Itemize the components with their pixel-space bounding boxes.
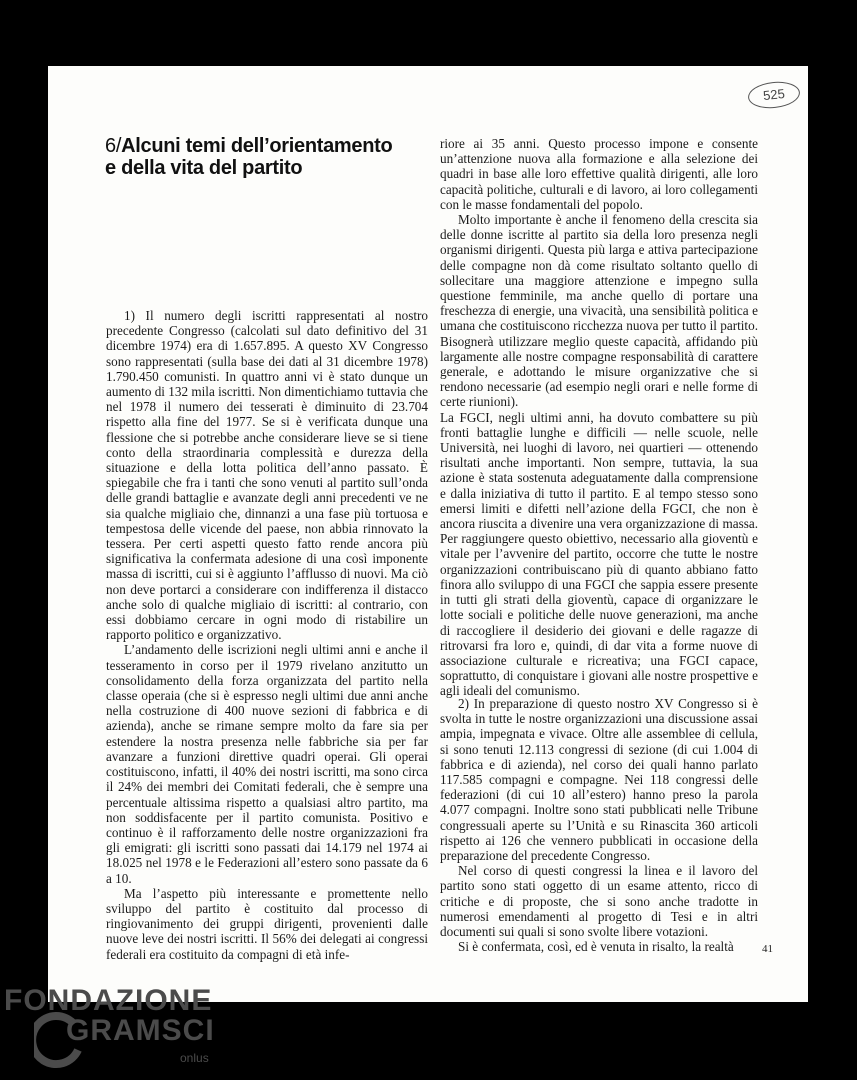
document-page (48, 66, 808, 1002)
paragraph: Nel corso di questi congressi la linea e il lavoro del partito sono stati oggetto di un esame attento, ricco di critiche e di proposte, che si sono anche tradotte in numerosi emendamenti al progetto di Tesi e in altri documenti sui quali si sono svolte libere votazioni. (440, 863, 758, 940)
watermark-logo (4, 984, 215, 1074)
left-column (106, 308, 428, 962)
archive-stamp: 525 (747, 79, 801, 110)
page-number: 41 (762, 943, 773, 955)
paragraph: Si è confermata, così, ed è venuta in risalto, la realtà (458, 939, 734, 955)
paragraph: L’andamento delle iscrizioni negli ultimi anni e anche il tesseramento in corso per il 1979 rivelano anzitutto un consolidamento della forza organizzata del partito nella classe operaia (che si è espresso negli ultimi due anni anche nella costruzione di 400 nuove sezioni di fabbrica e di azienda), anche se rimane sempre molto da fare sia per estendere la nostra presenza nelle fabbriche sia per far avanzare a funzioni direttive quadri operai. Gli operai costituiscono, infatti, il 40% dei nostri iscritti, ma sono circa il 24% dei membri dei Comitati federali, che è sempre una percentuale altissima rispetto a qualsiasi altro partito, ma non soddisfacente per il partito comunista. Positivo e continuo è il rafforzamento delle nostre organizzazioni fra gli emigrati: gli iscritti sono passati dai 14.179 nel 1974 ai 18.025 nel 1978 e le Federazioni all’estero sono passate da 6 a 10. (106, 642, 428, 886)
paragraph: Molto importante è anche il fenomeno della crescita sia delle donne iscritte al partito sia della loro presenza negli organismi dirigenti. Questa più larga e attiva partecipazione delle compagne non dà come risultato soltanto quello di sollecitare una maggiore attenzione e impegno sulla questione femminile, ma anche quello di portare una freschezza di energie, una vivacità, una sensibilità politica e umana che costituiscono ricchezza nuova per tutto il partito. Bisognerà utilizzare meglio queste capacità, affidando più largamente alle nostre compagne responsabilità di carattere generale, e adottando le misure organizzative che si rendono necessarie (ad esempio negli orari e nelle forme di certe riunioni). (440, 212, 758, 410)
right-column-bottom (440, 696, 758, 954)
watermark-line1: FONDAZIONE (4, 984, 213, 1017)
chapter-title-text: Alcuni temi dell’orientamento e della vita del partito (105, 135, 393, 179)
paragraph: 1) Il numero degli iscritti rappresentati al nostro precedente Congresso (calcolati sul dato definitivo del 31 dicembre 1974) era di 1.657.895. A questo XV Congresso sono rappresentati (sulla base dei dati al 31 dicembre 1978) 1.790.450 comunisti. In quattro anni vi è stato dunque un aumento di 132 mila iscritti. Non dimentichiamo tuttavia che nel 1978 il numero dei tesserati è diminuito di 23.704 rispetto alla fine del 1977. Se si è verificata dunque una flessione che si potrebbe anche considerare lieve se si tiene conto della straordinaria complessità e durezza della situazione e della lotta politica dell’anno passato. È spiegabile che fra i tanti che sono venuti al partito sull’onda delle grandi battaglie e avanzate degli anni precedenti ve ne sia qualche migliaio che, dinnanzi a una fase più tortuosa e tempestosa delle vicende del paese, non abbia rinnovato la tessera. Per certi aspetti questo fatto rende ancora più significativa la confermata adesione di una così imponente massa di iscritti, cui si è aggiunto l’afflusso di nuovi. Ma ciò non deve portarci a considerare con indifferenza il distacco anche solo di qualche migliaio di iscritti: al contrario, con essi dobbiamo cercare in ogni modo di ristabilire un rapporto politico e organizzativo. (106, 308, 428, 643)
chapter-number: 6/ (105, 135, 122, 157)
right-column-top (440, 136, 758, 699)
paragraph: Ma l’aspetto più interessante e promettente nello sviluppo del partito è costituito dal processo di ringiovanimento dei gruppi dirigenti, provenienti dalle nuove leve dei nostri iscritti. Il 56% dei delegati ai congressi federali era costituito da compagni di età infe- (106, 885, 428, 962)
chapter-title (105, 135, 395, 179)
watermark-line3: onlus (180, 1051, 209, 1065)
watermark-line2: GRAMSCI (66, 1014, 215, 1047)
paragraph: La FGCI, negli ultimi anni, ha dovuto combattere su più fronti battaglie lunghe e difficili — nelle scuole, nelle Università, nei luoghi di lavoro, nei quartieri — ottenendo risultati anche importanti. Non sempre, tuttavia, la sua azione è stata sostenuta adeguatamente dalla comprensione e dalla iniziativa di tutto il partito. E al tempo stesso sono emersi limiti e difetti nell’azione della FGCI, che non è ancora riuscita a divenire una vera organizzazione di massa. Per raggiungere questo obiettivo, necessario alla gioventù e vitale per l’avvenire del partito, occorre che tutte le nostre organizzazioni contribuiscano più di quanto abbiano fatto finora allo sviluppo di una FGCI che sappia essere presente in tutti gli strati della gioventù, capace di organizzare le lotte sociali e politiche delle nuove generazioni, ma anche di raccogliere il desiderio dei giovani e delle ragazze di ritrovarsi fra loro e, quindi, di dar vita a forme nuove di associazione culturale e ricreativa; una FGCI capace, soprattutto, di conquistare i giovani alle nostre prospettive e agli ideali del comunismo. (440, 409, 758, 699)
paragraph: riore ai 35 anni. Questo processo impone e consente un’attenzione nuova alla formazione e alla selezione dei quadri in base alle loro effettive qualità dirigenti, alle loro capacità politiche, culturali e di lavoro, ai loro collegamenti con le masse fondamentali del popolo. (440, 136, 758, 212)
paragraph: 2) In preparazione di questo nostro XV Congresso si è svolta in tutte le nostre organizzazioni una discussione assai ampia, impegnata e vivace. Oltre alle assemblee di cellula, si sono tenuti 12.113 congressi di sezione (di cui 1.004 di fabbrica e di azienda), nel corso dei quali hanno parlato 117.585 compagni e compagne. Nei 118 congressi delle federazioni (di cui 10 all’estero) hanno preso la parola 4.077 compagni. Inoltre sono stati pubblicati nelle Tribune congressuali aperte su l’Unità e su Rinascita 360 articoli rispetto ai 126 che vennero pubblicati in occasione della preparazione del precedente Congresso. (440, 696, 758, 864)
